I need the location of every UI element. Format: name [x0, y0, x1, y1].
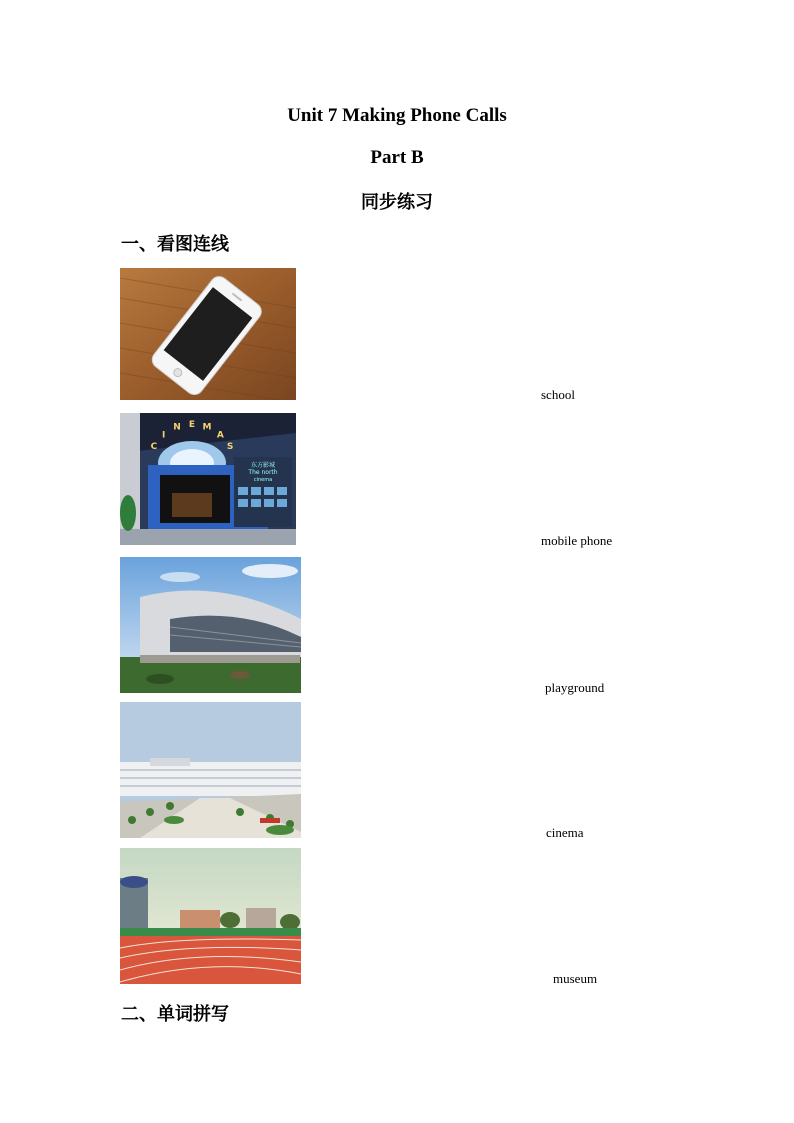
section-spelling-heading: 二、单词拼写	[121, 1004, 229, 1025]
cinema-sign-letter: A	[216, 430, 224, 441]
word-option-mobile-phone: mobile phone	[541, 533, 613, 548]
cinema-sign-letter: M	[202, 422, 212, 433]
cinema-sign-letter: E	[188, 420, 196, 430]
cinema-photo	[120, 413, 296, 545]
cinema-screen-line-1: 东方影城	[250, 462, 276, 469]
museum-photo	[120, 557, 301, 693]
exercise-subtitle: 同步练习	[361, 192, 433, 213]
mobile-phone-photo	[120, 268, 296, 400]
cinema-sign-letter: N	[173, 422, 181, 433]
part-label: Part B	[370, 147, 424, 168]
playground-photo	[120, 848, 301, 984]
word-option-playground: playground	[545, 680, 605, 695]
cinema-screen-line-2: The north	[248, 469, 278, 476]
school-photo	[120, 702, 301, 838]
word-option-museum: museum	[553, 971, 598, 986]
cinema-sign-letter: S	[226, 442, 234, 452]
word-option-cinema: cinema	[546, 825, 584, 840]
section-matching-heading: 一、看图连线	[121, 234, 229, 255]
word-option-school: school	[541, 387, 575, 402]
cinema-sign-letter: I	[162, 430, 166, 441]
cinema-screen-line-3: cinema	[253, 477, 273, 483]
page-title: Unit 7 Making Phone Calls	[287, 105, 507, 126]
cinema-sign-letter: C	[150, 442, 158, 452]
